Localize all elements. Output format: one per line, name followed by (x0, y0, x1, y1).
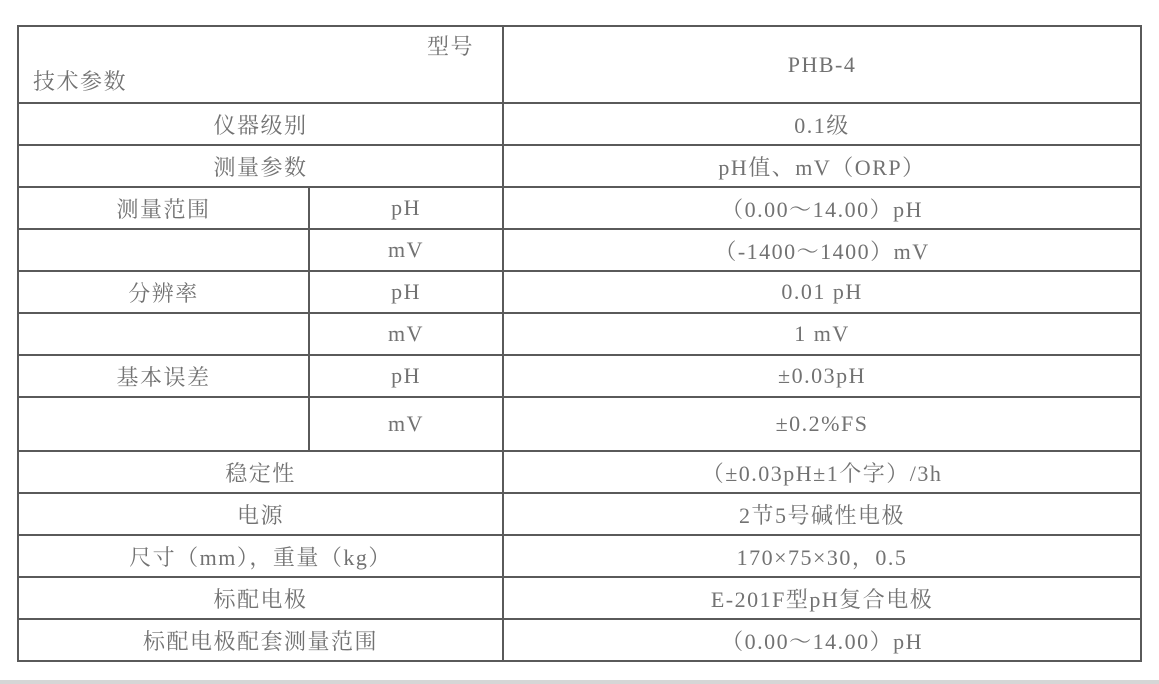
table-row (18, 451, 1141, 493)
cell-value: （0.00～14.00）pH (503, 619, 1141, 661)
row-label: 尺寸（mm），重量（kg） (18, 535, 503, 577)
row-label: 仪器级别 (18, 103, 503, 145)
table-row-header (18, 26, 1141, 103)
row-label (18, 313, 309, 355)
model-value: PHB-4 (503, 26, 1141, 103)
row-sublabel: mV (309, 397, 503, 451)
table-row (18, 271, 1141, 313)
cell-value: （0.00～14.00）pH (503, 187, 1141, 229)
header-corner-cell (18, 26, 503, 103)
page-bottom-edge (0, 680, 1159, 684)
table-row (18, 493, 1141, 535)
row-label: 标配电极配套测量范围 (18, 619, 503, 661)
row-label: 分辨率 (18, 271, 309, 313)
cell-value: 1 mV (503, 313, 1141, 355)
row-label: 标配电极 (18, 577, 503, 619)
row-sublabel: pH (309, 355, 503, 397)
row-label: 电源 (18, 493, 503, 535)
cell-value: 170×75×30，0.5 (503, 535, 1141, 577)
row-label (18, 229, 309, 271)
header-model-label: 型号 (427, 34, 475, 59)
row-label: 稳定性 (18, 451, 503, 493)
header-params-label: 技术参数 (33, 69, 128, 94)
cell-value: E-201F型pH复合电极 (503, 577, 1141, 619)
cell-value: ±0.03pH (503, 355, 1141, 397)
row-label: 测量范围 (18, 187, 309, 229)
cell-value: 2节5号碱性电极 (503, 493, 1141, 535)
table-row (18, 397, 1141, 451)
cell-value: 0.01 pH (503, 271, 1141, 313)
row-label (18, 397, 309, 451)
table-row (18, 535, 1141, 577)
cell-value: （±0.03pH±1个字）/3h (503, 451, 1141, 493)
spec-table (17, 25, 1142, 662)
row-sublabel: pH (309, 187, 503, 229)
header-corner-inner (19, 27, 502, 102)
table-row (18, 229, 1141, 271)
row-sublabel: mV (309, 313, 503, 355)
table-row (18, 103, 1141, 145)
table-row (18, 145, 1141, 187)
table-row (18, 313, 1141, 355)
cell-value: 0.1级 (503, 103, 1141, 145)
cell-value: （-1400～1400）mV (503, 229, 1141, 271)
table-row (18, 355, 1141, 397)
cell-value: pH值、mV（ORP） (503, 145, 1141, 187)
table-row (18, 187, 1141, 229)
row-sublabel: pH (309, 271, 503, 313)
table-row (18, 619, 1141, 661)
row-label: 基本误差 (18, 355, 309, 397)
cell-value: ±0.2%FS (503, 397, 1141, 451)
table-row (18, 577, 1141, 619)
row-sublabel: mV (309, 229, 503, 271)
row-label: 测量参数 (18, 145, 503, 187)
